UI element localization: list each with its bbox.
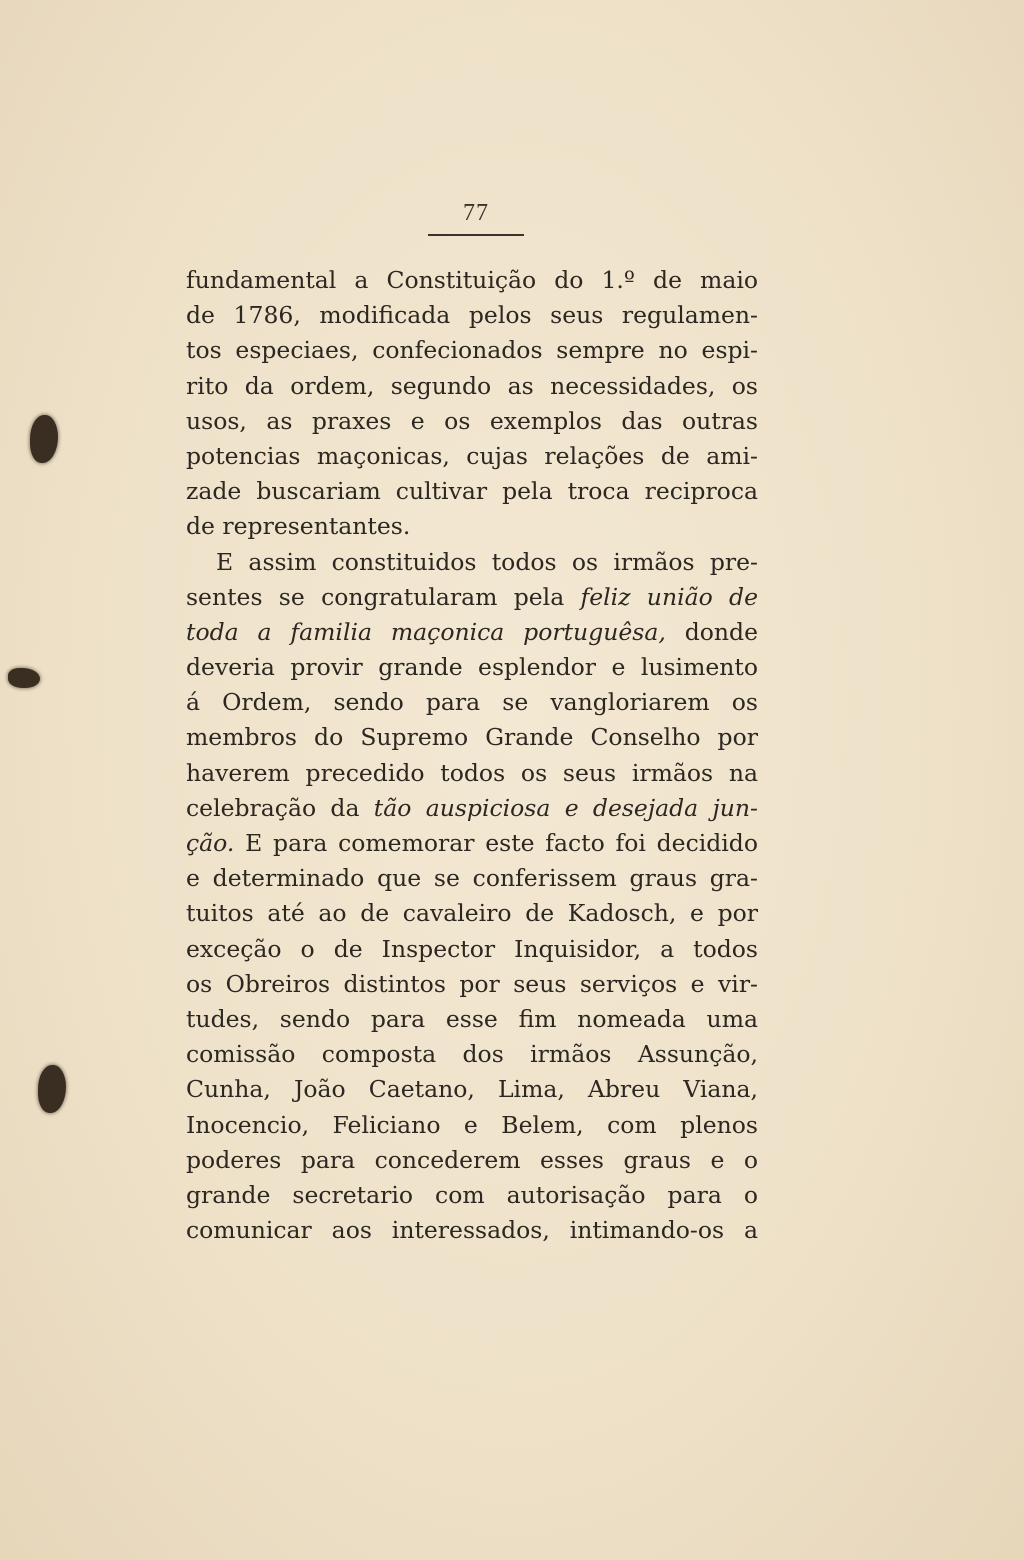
text-line: potencias maçonicas, cujas relações de ami- [186,441,758,470]
page-number-rule [428,234,524,236]
text-line: poderes para concederem esses graus e o [186,1145,758,1174]
binding-hole [38,1065,66,1113]
text-line: comissão composta dos irmãos Assunção, [186,1040,758,1069]
text-line: E assim constituidos todos os irmãos pre- [216,547,758,576]
text-line: Cunha, João Caetano, Lima, Abreu Viana, [186,1075,758,1104]
text-line: tudes, sendo para esse fim nomeada uma [186,1004,758,1033]
text-line: membros do Supremo Grande Conselho por [186,723,758,752]
text-line [186,791,758,826]
text-line: de 1786, modificada pelos seus regulamen- [186,301,758,330]
text-line: rito da ordem, segundo as necessidades, os [186,371,758,400]
text-run: donde [665,617,758,646]
text-line: á Ordem, sendo para se vangloriarem os [186,688,758,717]
text-run: sentes se congratularam pela [186,582,581,611]
text-line [186,826,758,861]
binding-hole [30,415,58,463]
text-line: e determinado que se conferissem graus gra- [186,864,758,893]
text-line: Inocencio, Feliciano e Belem, com plenos [186,1110,758,1139]
text-line: haverem precedido todos os seus irmãos na [186,758,758,787]
text-line [186,580,758,615]
italic-phrase: ção. [186,829,235,857]
italic-phrase: feliz união de [580,582,758,611]
text-line: fundamental a Constituição do 1.º de maio [186,266,758,294]
binding-hole [8,668,40,688]
text-line: grande secretario com autorisação para o [186,1180,758,1209]
text-line: comunicar aos interessados, intimando-os a [186,1216,758,1245]
body-text [186,263,758,1248]
page-number: 77 [463,200,489,226]
text-line: zade buscariam cultivar pela troca reciproca [186,477,758,506]
italic-phrase: toda a familia maçonica portuguêsa, [186,617,666,646]
text-line: tuitos até ao de cavaleiro de Kadosch, e por [186,899,758,928]
text-line: usos, as praxes e os exemplos das outras [186,406,758,435]
italic-phrase: tão auspiciosa e desejada jun- [373,793,758,822]
text-line: tos especiaes, confecionados sempre no espi- [186,336,758,365]
text-run: celebração da [186,793,374,822]
text-line [186,615,758,650]
text-run: E para comemorar este facto foi decidido [234,829,758,857]
text-line: os Obreiros distintos por seus serviços e vir- [186,969,758,998]
text-line: de representantes. [186,512,411,541]
text-line: deveria provir grande esplendor e lusimento [186,653,758,682]
text-line: exceção o de Inspector Inquisidor, a todos [186,934,758,963]
